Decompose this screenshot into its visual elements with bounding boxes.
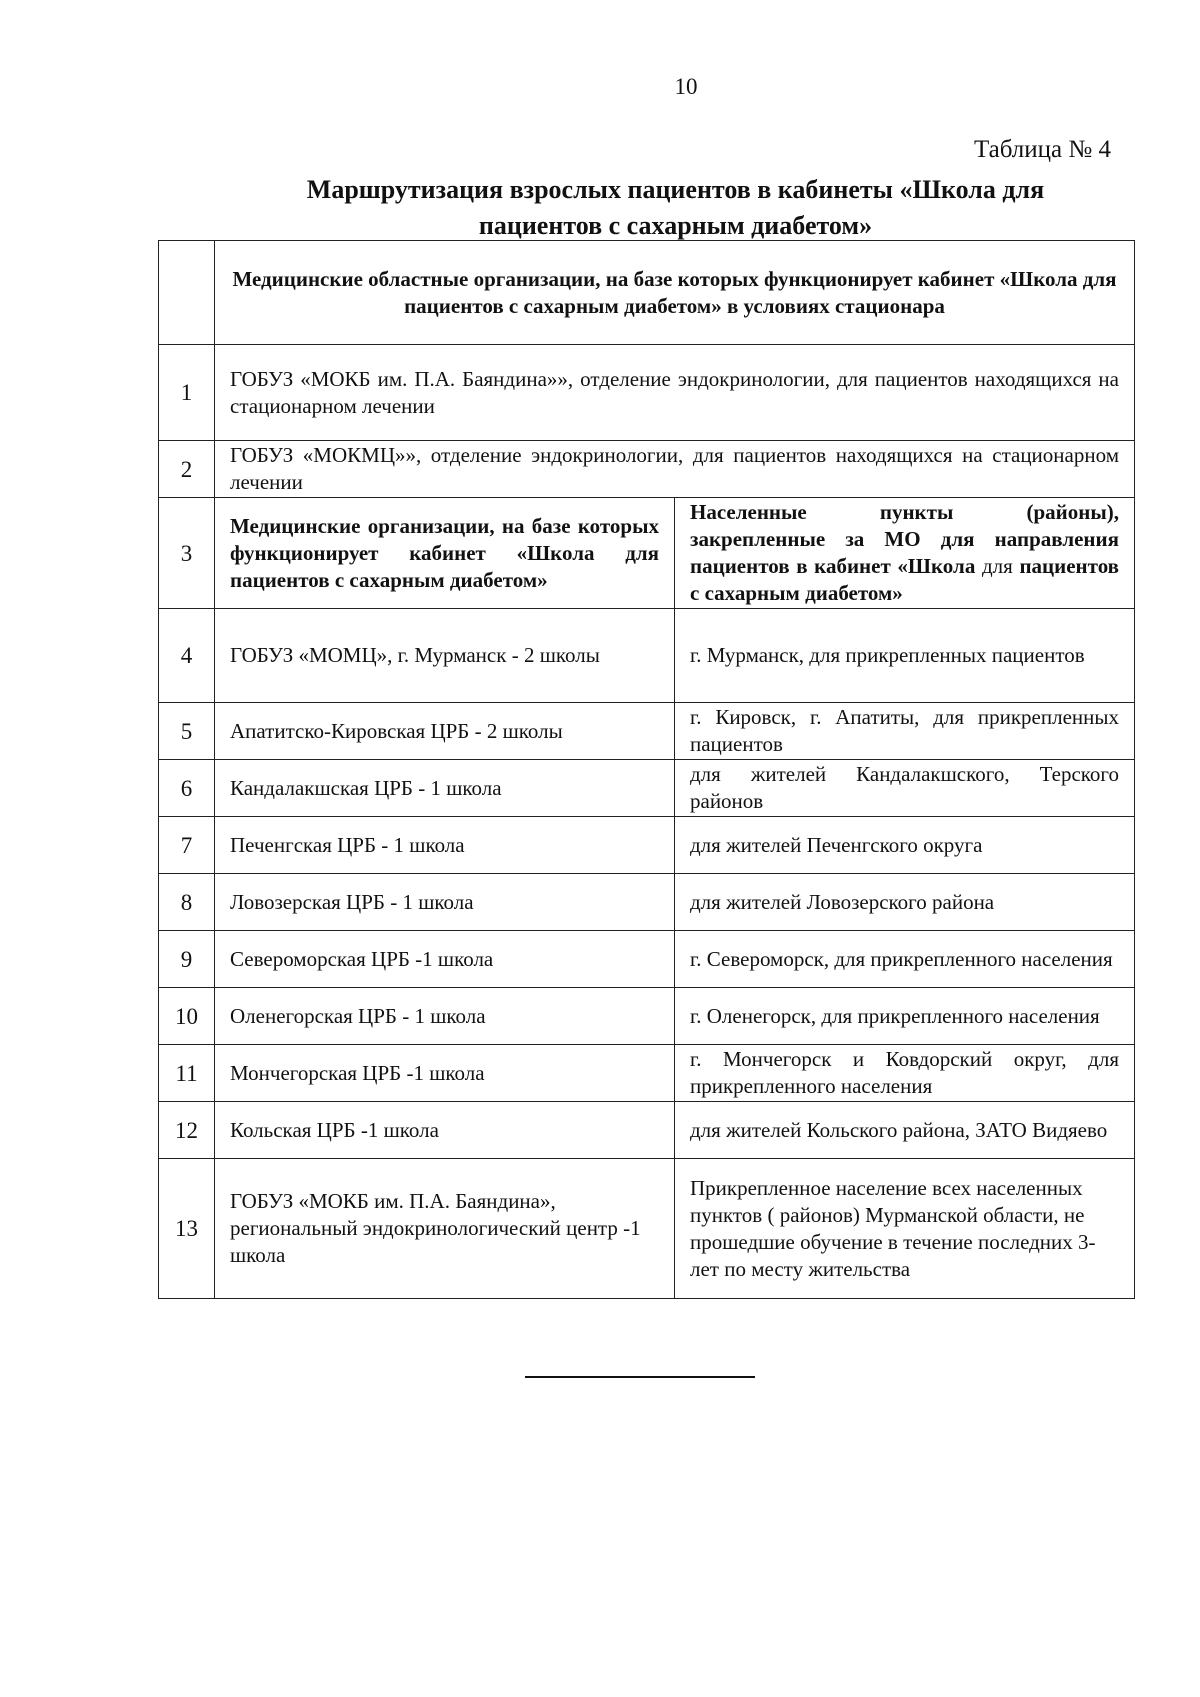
area-cell: г. Оленегорск, для прикрепленного населения bbox=[675, 988, 1135, 1045]
organization-cell: Мончегорская ЦРБ -1 школа bbox=[215, 1045, 675, 1102]
area-cell: для жителей Печенгского округа bbox=[675, 817, 1135, 874]
area-cell: г. Североморск, для прикрепленного населения bbox=[675, 931, 1135, 988]
table-row bbox=[159, 817, 1135, 874]
row-number: 3 bbox=[159, 498, 215, 609]
table-row bbox=[159, 988, 1135, 1045]
table-row bbox=[159, 345, 1135, 441]
organization-cell: Печенгская ЦРБ - 1 школа bbox=[215, 817, 675, 874]
table-row bbox=[159, 1102, 1135, 1159]
table-row bbox=[159, 609, 1135, 703]
table-row bbox=[159, 1045, 1135, 1102]
row-number: 10 bbox=[159, 988, 215, 1045]
table-row bbox=[159, 760, 1135, 817]
area-cell: для жителей Ловозерского района bbox=[675, 874, 1135, 931]
title-line-1: Маршрутизация взрослых пациентов в кабинеты «Школа для bbox=[306, 175, 1045, 204]
stationary-org-cell: ГОБУЗ «МОКМЦ»», отделение эндокринологии, для пациентов находящихся на стационарном лечении bbox=[215, 441, 1135, 498]
organization-cell: Североморская ЦРБ -1 школа bbox=[215, 931, 675, 988]
table-row bbox=[159, 498, 1135, 609]
area-cell: г. Кировск, г. Апатиты, для прикрепленных пациентов bbox=[675, 703, 1135, 760]
column-header-organizations: Медицинские организации, на базе которых функционирует кабинет «Школа для пациентов с сахарным диабетом» bbox=[215, 498, 675, 609]
organization-cell: Кольская ЦРБ -1 школа bbox=[215, 1102, 675, 1159]
organization-cell: Оленегорская ЦРБ - 1 школа bbox=[215, 988, 675, 1045]
organization-cell: Ловозерская ЦРБ - 1 школа bbox=[215, 874, 675, 931]
column-header-areas-part-c: пациентов с сахарным диабетом» bbox=[690, 554, 1120, 605]
table-row bbox=[159, 241, 1135, 345]
table-row bbox=[159, 441, 1135, 498]
stationary-org-cell: ГОБУЗ «МОКБ им. П.А. Баяндина»», отделение эндокринологии, для пациентов находящихся на стационарном лечении bbox=[215, 345, 1135, 441]
column-header-areas-part-a: Населенные пункты (районы), закрепленные за МО для направления пациентов в кабинет «Школа bbox=[690, 500, 1119, 578]
area-cell: г. Мончегорск и Ковдорский округ, для прикрепленного населения bbox=[675, 1045, 1135, 1102]
row-number: 1 bbox=[159, 345, 215, 441]
row-number: 11 bbox=[159, 1045, 215, 1102]
row-number: 9 bbox=[159, 931, 215, 988]
organization-cell: Апатитско-Кировская ЦРБ - 2 школы bbox=[215, 703, 675, 760]
row-number: 12 bbox=[159, 1102, 215, 1159]
area-cell: Прикрепленное население всех населенных пунктов ( районов) Мурманской области, не прошедшие обучение в течение последних 3-лет по месту жительства bbox=[675, 1159, 1135, 1299]
table-row bbox=[159, 931, 1135, 988]
section-header-stationary: Медицинские областные организации, на базе которых функционирует кабинет «Школа для пациентов с сахарным диабетом» в условиях стационара bbox=[215, 241, 1135, 345]
organization-cell: ГОБУЗ «МОКБ им. П.А. Баяндина», региональный эндокринологический центр -1 школа bbox=[215, 1159, 675, 1299]
routing-table bbox=[158, 240, 1135, 1299]
area-cell: для жителей Кандалакшского, Терского районов bbox=[675, 760, 1135, 817]
row-number-cell bbox=[159, 241, 215, 345]
document-title bbox=[158, 172, 1193, 244]
row-number: 4 bbox=[159, 609, 215, 703]
table-row bbox=[159, 703, 1135, 760]
column-header-areas bbox=[675, 498, 1135, 609]
row-number: 7 bbox=[159, 817, 215, 874]
row-number: 6 bbox=[159, 760, 215, 817]
title-line-2: пациентов с сахарным диабетом» bbox=[478, 211, 873, 240]
page-number: 10 bbox=[674, 74, 698, 99]
table-row bbox=[159, 874, 1135, 931]
row-number: 2 bbox=[159, 441, 215, 498]
table-label: Таблица № 4 bbox=[973, 136, 1111, 163]
area-cell: для жителей Кольского района, ЗАТО Видяево bbox=[675, 1102, 1135, 1159]
organization-cell: Кандалакшская ЦРБ - 1 школа bbox=[215, 760, 675, 817]
column-header-areas-part-b: для bbox=[981, 554, 1013, 578]
row-number: 5 bbox=[159, 703, 215, 760]
table-row bbox=[159, 1159, 1135, 1299]
row-number: 8 bbox=[159, 874, 215, 931]
organization-cell: ГОБУЗ «МОМЦ», г. Мурманск - 2 школы bbox=[215, 609, 675, 703]
area-cell: г. Мурманск, для прикрепленных пациентов bbox=[675, 609, 1135, 703]
separator-line bbox=[525, 1376, 755, 1378]
row-number: 13 bbox=[159, 1159, 215, 1299]
